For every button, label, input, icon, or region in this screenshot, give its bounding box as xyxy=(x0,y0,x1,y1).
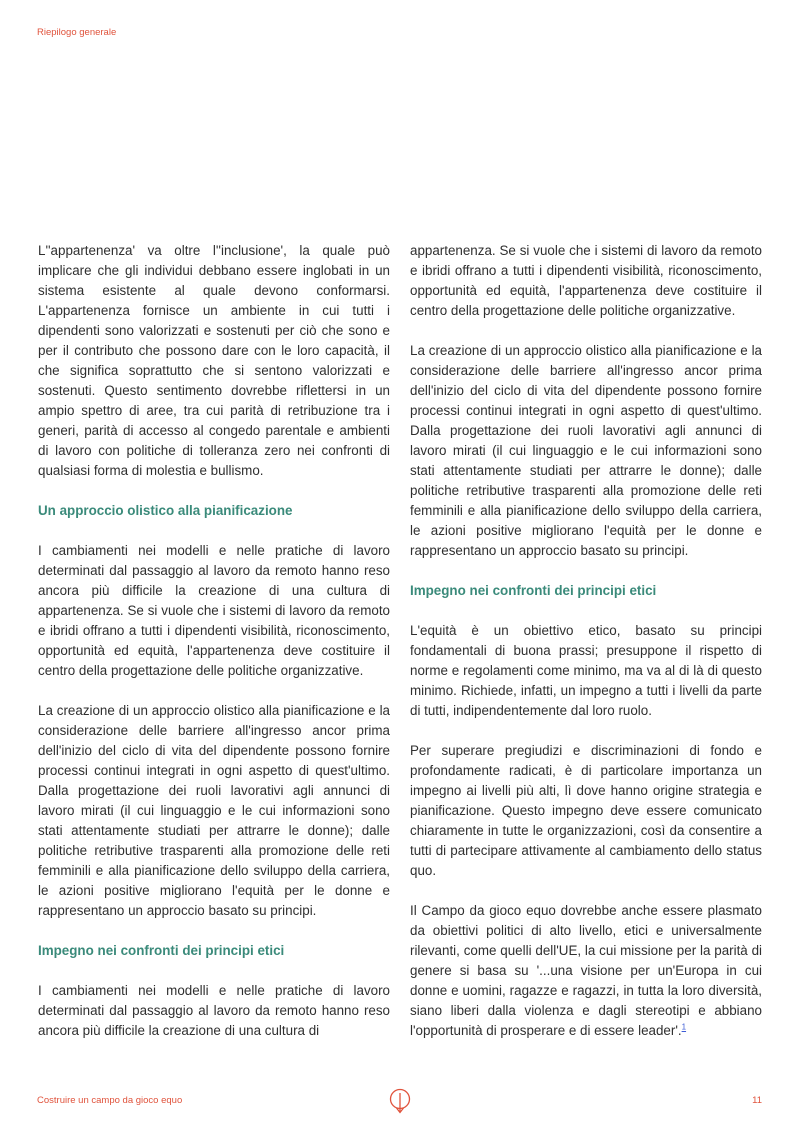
footer-doc-title: Costruire un campo da gioco equo xyxy=(37,1095,183,1106)
footnote-link[interactable]: 1 xyxy=(681,1022,687,1032)
right-column xyxy=(410,241,762,1041)
left-column xyxy=(38,241,390,1041)
circle-arrow-down-icon xyxy=(389,1088,411,1116)
page-number: 11 xyxy=(752,1095,762,1106)
body-paragraph: I cambiamenti nei modelli e nelle pratiche di lavoro determinati dal passaggio al lavoro da remoto hanno reso ancora più difficile la creazione di una cultura di appartenenza. Se si vuole che i sistemi di lavoro da remoto e ibridi offrano a tutti i dipendenti visibilità, riconoscimento, opportunità ed equità, l'appartenenza deve costituire il centro della progettazione delle politiche organizzative. xyxy=(38,543,390,678)
body-paragraph: L''appartenenza' va oltre l''inclusione', la quale può implicare che gli individui debbano essere inglobati in un sistema esistente al quale devono conformarsi. L'appartenenza fornisce un ambiente in cui tutti i dipendenti sono valorizzati e sostenuti per ciò che sono e per il contributo che possono dare con le loro capacità, il che significa soprattutto che si sentono valorizzati e sostenuti. Questo sentimento dovrebbe riflettersi in un ampio spettro di aree, tra cui parità di retribuzione tra i generi, parità di accesso al congedo parentale e ambienti di lavoro con politiche di tolleranza zero nei confronti di qualsiasi forma di molestia e bullismo. xyxy=(38,243,390,478)
body-paragraph: L'equità è un obiettivo etico, basato su principi fondamentali di buona prassi; presuppone il rispetto di norme e regolamenti come minimo, ma va al di là di questo minimo. Richiede, infatti, un impegno a tutti i livelli da parte di tutti, indipendentemente dal loro ruolo. xyxy=(410,623,762,718)
section-heading: Impegno nei confronti dei principi etici xyxy=(38,943,285,958)
body-paragraph: La creazione di un approccio olistico alla pianificazione e la considerazione delle barriere all'ingresso ancor prima dell'inizio del ciclo di vita del dipendente possono fornire processi continui integrati in ogni aspetto di quest'ultimo. Dalla progettazione dei ruoli lavorativi agli annunci di lavoro mirati (il cui linguaggio e le cui informazioni sono stati attentamente studiati per attrarre le donne); dalle politiche retributive trasparenti alla promozione delle reti femminili e alla pianificazione dello sviluppo della carriera, le azioni positive migliorano l'equità per le donne e rappresentano un approccio basato su principi. xyxy=(410,343,762,558)
body-paragraph: I cambiamenti nei modelli e nelle pratiche di lavoro determinati dal passaggio al lavoro da remoto hanno reso ancora più difficile la creazione di una cultura di xyxy=(38,983,390,1038)
body-paragraph: La creazione di un approccio olistico alla pianificazione e la considerazione delle barriere all'ingresso ancor prima dell'inizio del ciclo di vita del dipendente possono fornire processi continui integrati in ogni aspetto di quest'ultimo. Dalla progettazione dei ruoli lavorativi agli annunci di lavoro mirati (il cui linguaggio e le cui informazioni sono stati attentamente studiati per attrarre le donne); dalle politiche retributive trasparenti alla promozione delle reti femminili e alla pianificazione dello sviluppo della carriera, le azioni positive migliorano l'equità per le donne e rappresentano un approccio basato su principi. xyxy=(38,703,390,918)
section-heading: Un approccio olistico alla pianificazione xyxy=(38,503,293,518)
body-paragraph: appartenenza. Se si vuole che i sistemi di lavoro da remoto e ibridi offrano a tutti i dipendenti visibilità, riconoscimento, opportunità ed equità, l'appartenenza deve costituire il centro della progettazione delle politiche organizzative. xyxy=(410,243,762,318)
section-label: Riepilogo generale xyxy=(37,27,117,38)
body-paragraph: Per superare pregiudizi e discriminazioni di fondo e profondamente radicati, è di particolare importanza un impegno ai livelli più alti, lì dove hanno origine strategia e pianificazione. Questo impegno deve essere comunicato chiaramente in tutte le organizzazioni, così da consentire a tutti di partecipare attivamente al cambiamento dello status quo. xyxy=(410,743,762,878)
body-paragraph-text: Il Campo da gioco equo dovrebbe anche essere plasmato da obiettivi politici di alto livello, etici e universalmente rilevanti, come quelli dell'UE, la cui missione per la parità di genere si basa su '...una visione per un'Europa in cui donne e uomini, ragazze e ragazzi, in tutta la loro diversità, siano liberi dalla violenza e dagli stereotipi e abbiano l'opportunità di prosperare e di essere leader'. xyxy=(410,903,762,1038)
body-paragraph-with-footnote xyxy=(410,901,762,1041)
section-heading: Impegno nei confronti dei principi etici xyxy=(410,583,657,598)
